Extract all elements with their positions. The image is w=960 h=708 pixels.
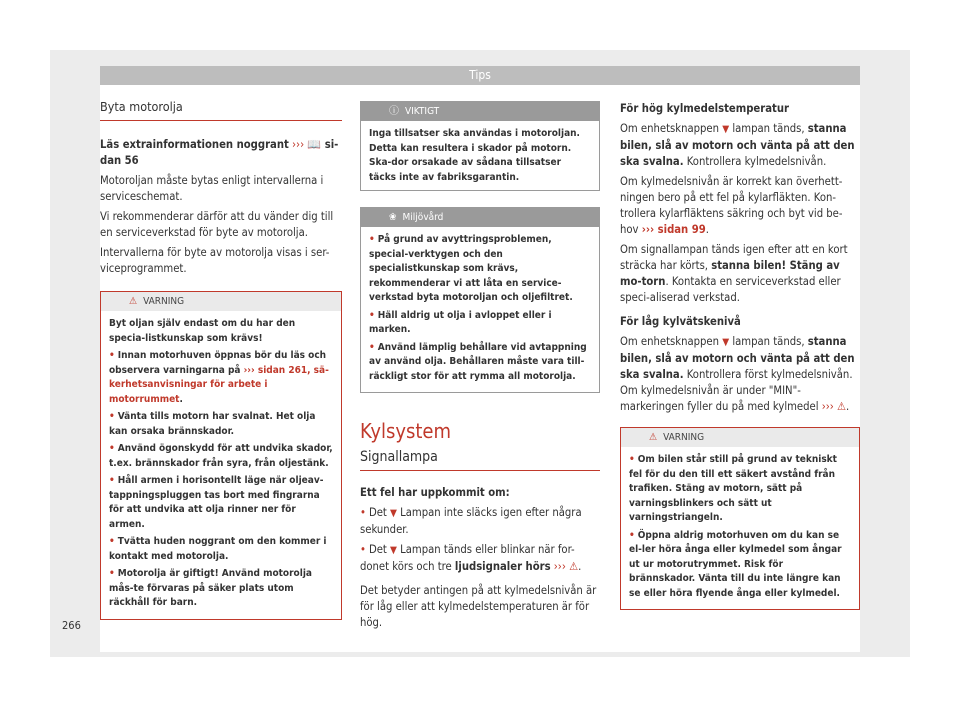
- list-item: • Använd lämplig behållare vid avtappning av använd olja. Behållaren måste vara till-räckligt stor för att rymma all motorolja.: [369, 341, 587, 382]
- list-item: • Häll aldrig ut olja i avloppet eller i marken.: [369, 309, 552, 335]
- coolant-lamp-icon: ▼: [390, 545, 397, 556]
- leaf-icon: ❀: [389, 212, 397, 223]
- important-box: [360, 101, 600, 191]
- list-item: • Tvätta huden noggrant om den kommer i kontakt med motorolja.: [109, 536, 327, 562]
- warning-header: ⚠ VARNING: [621, 428, 859, 447]
- list-item: • Håll armen i horisontellt läge när oljeav-tappningspluggen tas bort med fingrarna för att undvika att olja rinner ner för armen.: [109, 475, 324, 530]
- paragraph: Om kylmedelsnivån är korrekt kan överhett-ningen bero på ett fel på kylarfläkten. Kon-trollera kylarfläktens säkring och byt vid be-hov ››› sidan 99.: [620, 175, 843, 236]
- page-number: 266: [62, 619, 81, 632]
- paragraph: Om enhetsknappen ▼ lampan tänds, stanna bilen, slå av motorn och vänta på att den ska svalna. Kontrollera kylmedelsnivån.: [620, 122, 855, 168]
- list-item: • Innan motorhuven öppnas bör du läs och observera varningarna på ››› sidan 261, sä-kerhetsanvisningar för arbete i motorrummet.: [109, 350, 329, 405]
- column-3: [620, 101, 860, 610]
- warning-box: [100, 291, 342, 620]
- column-1: [100, 99, 342, 620]
- heading: För hög kylmedelstemperatur: [620, 102, 789, 115]
- list-item: • Vänta tills motorn har svalnat. Het olja kan orsaka brännskador.: [109, 411, 316, 437]
- environment-box: [360, 207, 600, 393]
- list-item: • Det ▼ Lampan inte släcks igen efter några sekunder.: [360, 506, 582, 536]
- subsection-title: Signallampa: [360, 449, 600, 471]
- warning-box: [620, 427, 860, 610]
- warning-icon: ⚠: [836, 400, 847, 413]
- fault-heading: Ett fel har uppkommit om:: [360, 486, 510, 499]
- info-icon: ⓘ: [389, 106, 399, 117]
- heading: För låg kylvätskenivå: [620, 315, 741, 328]
- warning-body: Byt oljan själv endast om du har den specia-listkunskap som krävs! • Innan motorhuven öppnas bör du läs och observera varningarna på ››› sidan 261, sä-kerhetsanvisningar för arbete i motorrummet. • Vänta tills motorn har svalnat. Het olja kan orsaka brännskador. • Använd ögonskydd för att undvika skador, t.ex. brännskador från syra, från oljestänk. • Håll armen i horisontellt läge när oljeav-tappningspluggen tas bort med fingrarna för att undvika att olja rinner ner för armen. • Tvätta huden noggrant om den kommer i kontakt med motorolja. • Motorolja är giftigt! Använd motorolja mås-te förvaras på säker plats utom räckhåll för barn.: [101, 311, 341, 619]
- warning-icon: ⚠: [129, 296, 138, 307]
- book-icon: 📖: [307, 138, 322, 151]
- coolant-lamp-icon: ▼: [722, 124, 730, 135]
- coolant-lamp-icon: ▼: [390, 508, 397, 519]
- paragraph: Om signallampan tänds igen efter att en kort sträcka har körts, stanna bilen! Stäng av mo-torn. Kontakta en serviceverkstad eller speci-aliserad verkstad.: [620, 243, 848, 304]
- section-title: Byta motorolja: [100, 99, 342, 121]
- column-2: [360, 101, 600, 635]
- header-bar: Tips: [100, 66, 860, 85]
- list-item: • Det ▼ Lampan tänds eller blinkar när for-donet körs och tre ljudsignaler hörs ››› ⚠.: [360, 543, 582, 573]
- warning-body: [621, 447, 859, 609]
- environment-body: [361, 227, 599, 392]
- chapter: [360, 419, 600, 631]
- important-header: ⓘ VIKTIGT: [361, 102, 599, 121]
- paragraph: Intervallerna för byte av motorolja visas i ser-viceprogrammet.: [100, 246, 330, 275]
- chapter-title: Kylsystem: [360, 419, 452, 443]
- list-item: • Om bilen står still på grund av tekniskt fel för du den till ett säkert avstånd från trafiken. Stäng av motorn, sätt på varningsblinkers och sätt ut varningstriangeln.: [629, 454, 837, 523]
- list-item: • Öppna aldrig motorhuven om du kan se el-ler höra ånga eller kylmedel som ångar ut ur motorutrymmet. Risk för brännskador. Vänta till du inte längre kan se eller höra flyende ånga eller kylmedel.: [629, 529, 842, 599]
- environment-header: ❀ Miljövård: [361, 208, 599, 227]
- coolant-lamp-icon: ▼: [722, 337, 730, 348]
- list-item: • Motorolja är giftigt! Använd motorolja mås-te förvaras på säker plats utom räckhåll för barn.: [109, 568, 312, 608]
- paragraph: Om enhetsknappen ▼ lampan tänds, stanna bilen, slå av motorn och vänta på att den ska svalna. Kontrollera först kylmedelsnivån. Om kylmedelsnivån är under "MIN"-markeringen fyller du på med kylmedel ››› ⚠.: [620, 335, 855, 413]
- paragraph: Det betyder antingen på att kylmedelsnivån är för låg eller att kylmedelstemperaturen är för hög.: [360, 584, 597, 629]
- list-item: • På grund av avyttringsproblemen, special-verktygen och den specialistkunskap som krävs, rekommenderar vi att låta en service-verkstad byta motoroljan och oljefiltret.: [369, 234, 573, 303]
- warning-icon: ⚠: [649, 432, 658, 443]
- important-body: Inga tillsatser ska användas i motoroljan. Detta kan resultera i skador på motorn. Ska-dor orsakade av sådana tillsatser täcks inte av fabriksgarantin.: [369, 128, 580, 183]
- list-item: • Använd ögonskydd för att undvika skador, t.ex. brännskador från syra, från oljestänk.: [109, 443, 333, 469]
- warning-header: ⚠ VARNING: [101, 292, 341, 311]
- paragraph: Motoroljan måste bytas enligt intervallerna i serviceschemat.: [100, 174, 324, 203]
- paragraph: Vi rekommenderar därför att du vänder dig till en serviceverkstad för byte av motorolja.: [100, 210, 334, 239]
- intro: Läs extrainformationen noggrant ››› 📖 si- dan 56: [100, 138, 339, 167]
- warning-icon: ⚠: [569, 560, 579, 573]
